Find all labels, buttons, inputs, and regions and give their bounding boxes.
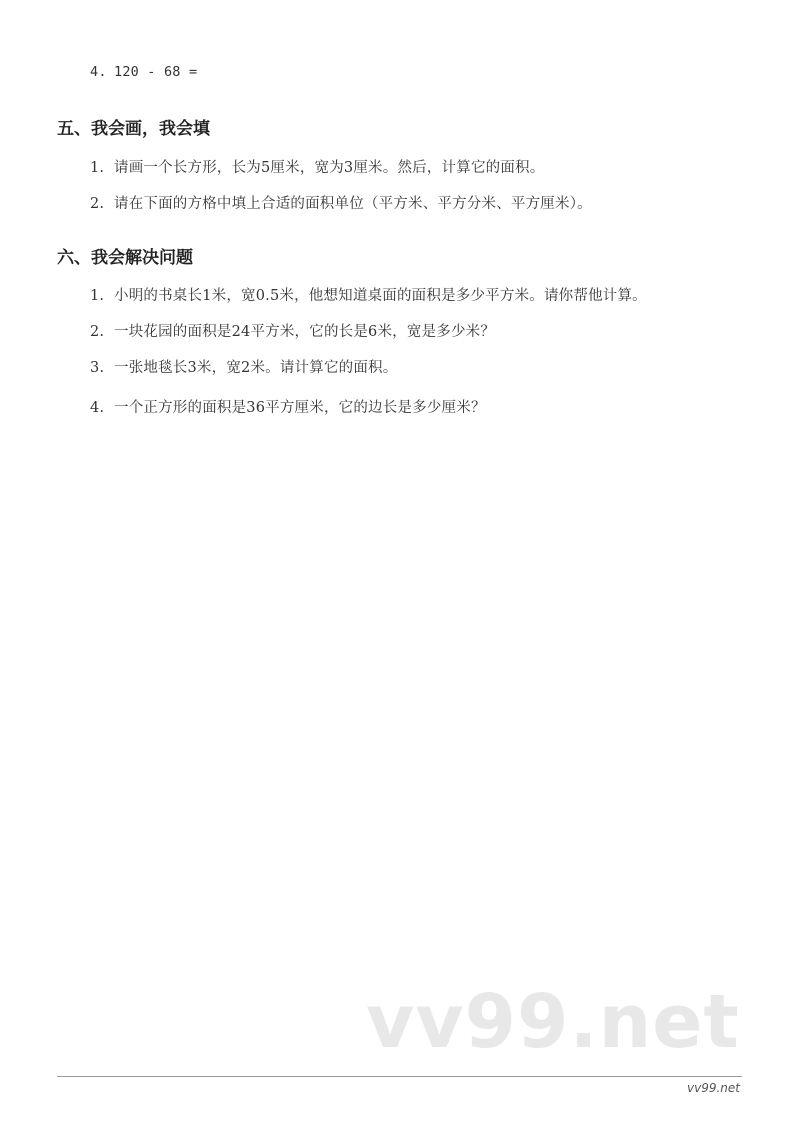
question-text: 120 - 68 = — [114, 64, 198, 80]
question-item — [90, 284, 647, 305]
question-text: 一张地毯长3米，宽2米。请计算它的面积。 — [114, 360, 398, 376]
question-item — [90, 320, 495, 341]
footer-divider — [57, 1076, 742, 1077]
question-item — [90, 192, 592, 213]
section-heading: 五、我会画，我会填 — [57, 119, 210, 139]
question-text: 请画一个长方形，长为5厘米，宽为3厘米。然后，计算它的面积。 — [114, 160, 545, 176]
question-number: 4. — [90, 64, 107, 80]
section-heading: 六、我会解决问题 — [57, 248, 193, 268]
question-number: 1. — [90, 160, 105, 176]
question-number: 2. — [90, 324, 105, 340]
question-item — [90, 156, 544, 177]
question-item — [90, 356, 397, 377]
footer-site-label: vv99.net — [687, 1081, 740, 1095]
question-number: 4. — [90, 400, 105, 416]
question-item — [90, 396, 486, 417]
question-text: 一块花园的面积是24平方米，它的长是6米，宽是多少米？ — [114, 324, 496, 340]
question-text: 请在下面的方格中填上合适的面积单位（平方米、平方分米、平方厘米）。 — [114, 196, 592, 212]
watermark: vv99.net — [366, 979, 740, 1065]
question-number: 3. — [90, 360, 105, 376]
question-text: 一个正方形的面积是36平方厘米，它的边长是多少厘米？ — [114, 400, 486, 416]
question-number: 1. — [90, 288, 105, 304]
question-text: 小明的书桌长1米，宽0.5米，他想知道桌面的面积是多少平方米。请你帮他计算。 — [114, 288, 647, 304]
question-number: 2. — [90, 196, 105, 212]
question-item — [90, 64, 197, 80]
